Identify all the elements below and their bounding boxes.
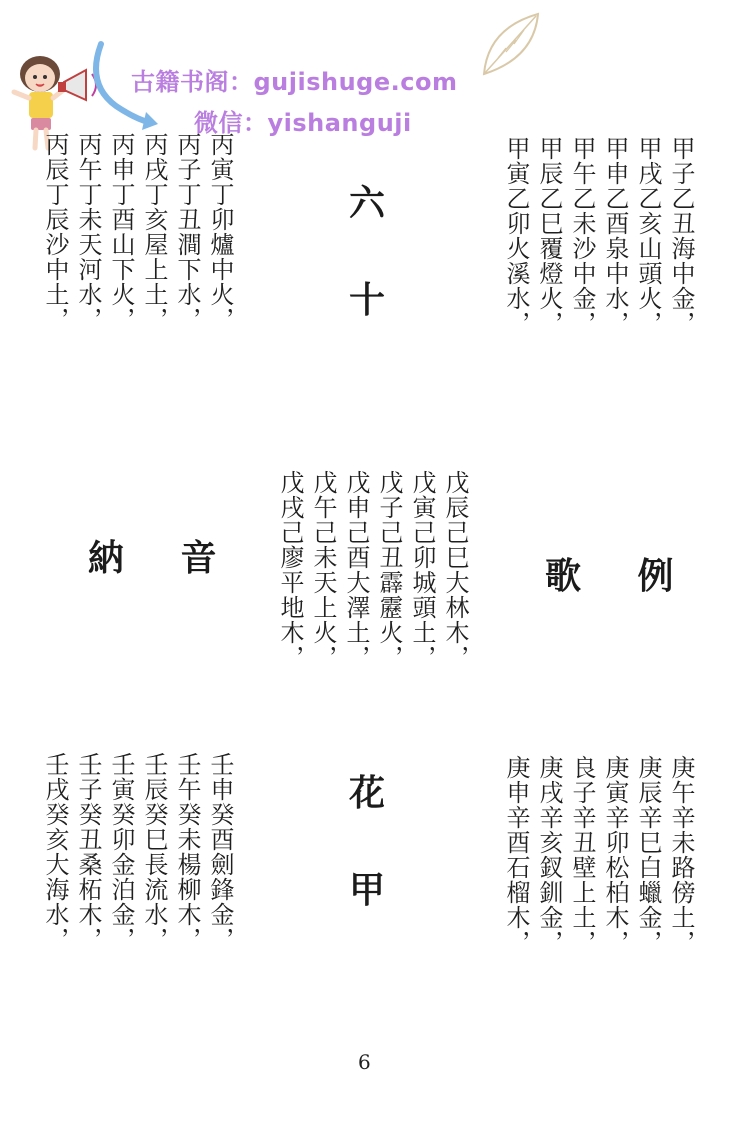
verse-line: 甲戌乙亥山頭火， bbox=[634, 136, 662, 336]
heading-geli: 歌 例 bbox=[545, 556, 696, 597]
verse-line: 甲寅乙卯火溪水， bbox=[502, 136, 530, 336]
verse-line: 壬辰癸巳長流水， bbox=[140, 752, 168, 952]
verse-line: 壬子癸丑桑柘木， bbox=[74, 752, 102, 952]
verse-line: 庚申辛酉石榴木， bbox=[502, 755, 530, 955]
watermark-site-text: 古籍书阁：gujishuge.com bbox=[131, 68, 458, 96]
page-number: 6 bbox=[358, 1050, 371, 1074]
title-char-six: 六 bbox=[349, 183, 386, 224]
verse-line: 壬申癸酉劍鋒金， bbox=[206, 752, 234, 952]
verse-line: 壬寅癸卯金泊金， bbox=[107, 752, 135, 952]
verse-line: 壬午癸未楊柳木， bbox=[173, 752, 201, 952]
verse-line: 甲午乙未沙中金， bbox=[568, 136, 596, 336]
verse-line: 戊寅己卯城頭土， bbox=[408, 470, 436, 670]
verse-line: 壬戌癸亥大海水， bbox=[41, 752, 69, 952]
verse-line: 戊戌己廖平地木， bbox=[276, 470, 304, 670]
verse-line: 庚寅辛卯松柏木， bbox=[601, 755, 629, 955]
verse-line: 庚辰辛巳白蠟金， bbox=[634, 755, 662, 955]
verse-line: 丙午丁未天河水， bbox=[74, 132, 102, 332]
leaf-decoration-icon bbox=[478, 8, 544, 80]
title-char-ten: 十 bbox=[349, 280, 386, 321]
title-char-flower: 花 bbox=[349, 773, 386, 814]
verse-line: 甲申乙酉泉中水， bbox=[601, 136, 629, 336]
verse-line: 戊子己丑霹靂火， bbox=[375, 470, 403, 670]
title-char-jia: 甲 bbox=[349, 870, 386, 911]
verse-line: 庚午辛未路傍土， bbox=[667, 755, 695, 955]
verse-line: 戊申己酉大澤土， bbox=[342, 470, 370, 670]
heading-nayin: 納 音 bbox=[88, 538, 239, 579]
verse-line: 戊辰己巳大林木， bbox=[441, 470, 469, 670]
verse-line: 良子辛丑壁上土， bbox=[568, 755, 596, 955]
verse-line: 甲子乙丑海中金， bbox=[667, 136, 695, 336]
verse-line: 庚戌辛亥釵釧金， bbox=[535, 755, 563, 955]
verse-line: 丙申丁酉山下火， bbox=[107, 132, 135, 332]
verse-line: 戊午己未天上火， bbox=[309, 470, 337, 670]
verse-line: 甲辰乙巳覆燈火， bbox=[535, 136, 563, 336]
verse-line: 丙子丁丑澗下水， bbox=[173, 132, 201, 332]
watermark-wechat-text: 微信：yishanguji bbox=[194, 109, 412, 137]
verse-line: 丙辰丁辰沙中土， bbox=[41, 132, 69, 332]
verse-line: 丙戌丁亥屋上土， bbox=[140, 132, 168, 332]
verse-line: 丙寅丁卯爐中火， bbox=[206, 132, 234, 332]
